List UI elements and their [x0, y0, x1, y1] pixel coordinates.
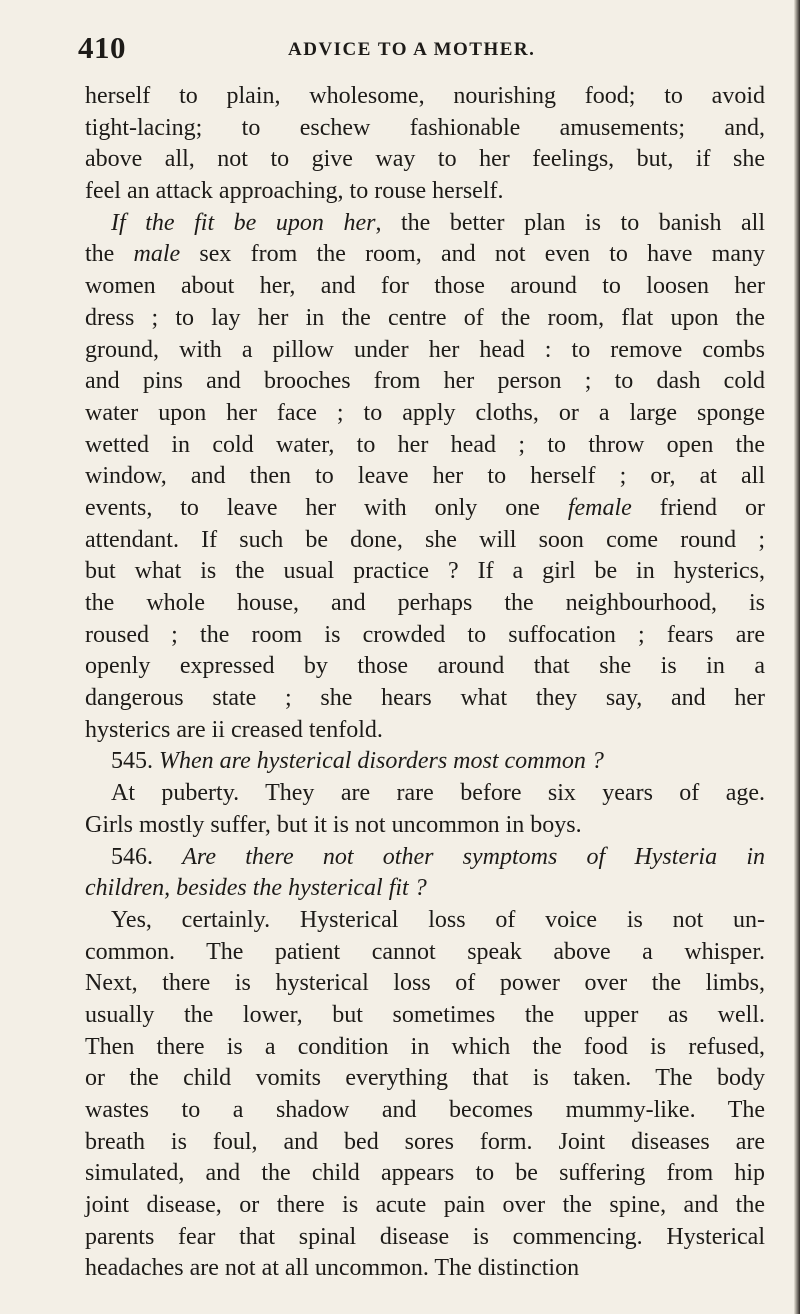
text-span: Yes, certainly. Hysterical loss of voice is not un-	[111, 906, 765, 933]
italic-text-span: male	[133, 241, 181, 268]
text-line	[85, 683, 765, 715]
text-span: attendant. If such be done, she will soon come round ;	[85, 526, 765, 553]
text-line	[85, 430, 765, 462]
text-line	[85, 461, 765, 493]
text-span: women about her, and for those around to loosen her	[85, 273, 765, 300]
text-span: herself to plain, wholesome, nourishing food; to avoid	[85, 83, 765, 109]
text-span: above all, not to give way to her feelings, but, if she	[85, 146, 765, 173]
italic-text-span: female	[567, 494, 632, 521]
text-line	[85, 303, 765, 335]
text-span: At puberty. They are rare before six years of age.	[111, 780, 765, 807]
text-line	[85, 335, 765, 367]
text-span: ground, with a pillow under her head : to remove combs	[85, 336, 765, 363]
text-span: feel an attack approaching, to rouse herself.	[85, 178, 504, 205]
text-line	[85, 113, 765, 145]
italic-text-span: children, besides the hysterical fit ?	[85, 875, 427, 902]
text-line	[85, 968, 765, 1000]
italic-text-span: If the fit be upon her	[111, 209, 376, 236]
text-line	[85, 588, 765, 620]
text-span: common. The patient cannot speak above a whisper.	[85, 938, 765, 965]
text-span: usually the lower, but sometimes the upper as well.	[85, 1001, 765, 1028]
italic-text-span: Are there not other symptoms of Hysteria in	[182, 843, 765, 870]
text-span: parents fear that spinal disease is commencing. Hysterical	[85, 1223, 765, 1250]
text-line	[85, 1000, 765, 1032]
text-span: the whole house, and perhaps the neighbourhood, is	[85, 590, 765, 616]
page-header	[78, 30, 768, 70]
text-span: tight-lacing; to eschew fashionable amusements; and,	[85, 114, 765, 141]
text-line	[85, 873, 765, 905]
page-edge-shadow	[794, 0, 800, 1314]
text-span: Girls mostly suffer, but it is not uncommon in boys.	[85, 811, 582, 838]
text-span: 545.	[111, 748, 159, 775]
text-line	[85, 905, 765, 937]
text-line	[85, 366, 765, 398]
text-line	[85, 842, 765, 874]
running-head: ADVICE TO A MOTHER.	[288, 39, 536, 60]
text-line	[85, 556, 765, 588]
page-number: 410	[78, 30, 126, 65]
text-line	[85, 778, 765, 810]
text-span: headaches are not at all uncommon. The distinction	[85, 1255, 580, 1282]
text-span: joint disease, or there is acute pain over the spine, and the	[85, 1192, 765, 1219]
text-line	[85, 81, 765, 113]
text-span: sex from the room, and not even to have many	[180, 241, 765, 268]
text-span: Then there is a condition in which the food is refused,	[85, 1033, 765, 1060]
text-line	[85, 208, 765, 240]
italic-text-span: When are hysterical disorders most common ?	[159, 748, 604, 775]
text-span: events, to leave her with only one	[85, 494, 568, 521]
text-line	[85, 1032, 765, 1064]
text-span: wetted in cold water, to her head ; to throw open the	[85, 431, 765, 458]
text-line	[85, 810, 765, 842]
text-line	[85, 1127, 765, 1159]
text-line	[85, 1063, 765, 1095]
text-span: , the better plan is to banish all	[375, 209, 765, 236]
text-line	[85, 1158, 765, 1190]
text-span: the	[85, 241, 134, 268]
text-span: dress ; to lay her in the centre of the room, flat upon the	[85, 304, 765, 331]
text-line	[85, 271, 765, 303]
text-line	[85, 746, 765, 778]
text-line	[85, 715, 765, 747]
text-span: 546.	[111, 843, 183, 870]
text-line	[85, 144, 765, 176]
text-line	[85, 1253, 765, 1285]
text-line	[85, 525, 765, 557]
text-span: or the child vomits everything that is taken. The body	[85, 1065, 765, 1092]
text-line	[85, 398, 765, 430]
text-span: dangerous state ; she hears what they say, and her	[85, 685, 765, 712]
text-line	[85, 1190, 765, 1222]
text-span: friend or	[631, 494, 765, 521]
text-line	[85, 651, 765, 683]
text-line	[85, 937, 765, 969]
text-span: roused ; the room is crowded to suffocation ; fears are	[85, 621, 765, 648]
body-text	[85, 81, 765, 1285]
text-span: simulated, and the child appears to be suffering from hip	[85, 1160, 765, 1187]
text-line	[85, 239, 765, 271]
text-line	[85, 620, 765, 652]
text-span: wastes to a shadow and becomes mummy-like. The	[85, 1097, 765, 1123]
text-span: openly expressed by those around that she is in a	[85, 653, 765, 680]
text-span: breath is foul, and bed sores form. Joint diseases are	[85, 1128, 765, 1155]
text-line	[85, 493, 765, 525]
text-span: hysterics are ii creased tenfold.	[85, 716, 383, 743]
text-span: but what is the usual practice ? If a girl be in hysterics,	[85, 558, 765, 585]
text-span: window, and then to leave her to herself ; or, at all	[85, 463, 765, 490]
text-line	[85, 176, 765, 208]
text-line	[85, 1222, 765, 1254]
text-span: Next, there is hysterical loss of power over the limbs,	[85, 970, 765, 997]
text-line	[85, 1095, 765, 1127]
text-span: and pins and brooches from her person ; to dash cold	[85, 368, 765, 395]
text-span: water upon her face ; to apply cloths, or a large sponge	[85, 399, 765, 426]
